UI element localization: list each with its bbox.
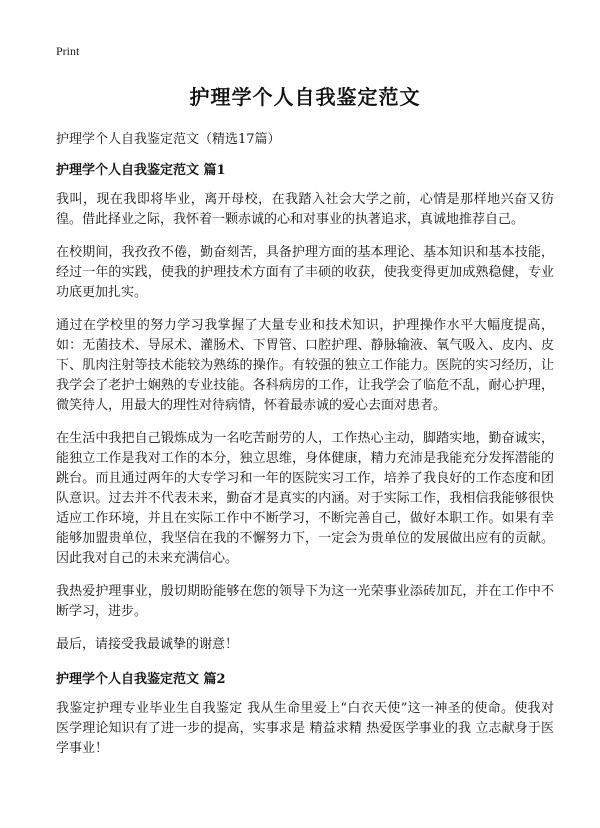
- paragraph: 在校期间，我孜孜不倦，勤奋刻苦，具备护理方面的基本理论、基本知识和基本技能，经过一年的实践，使我的护理技术方面有了丰硕的收获，使我变得更加成熟稳健，专业功底更加扎实。: [56, 245, 554, 300]
- section-heading: 护理学个人自我鉴定范文 篇2: [56, 672, 226, 687]
- section-2: [56, 668, 554, 759]
- section-1: [56, 159, 554, 655]
- paragraph: 我鉴定护理专业毕业生自我鉴定 我从生命里爱上“白衣天使”这一神圣的使命。使我对医学理论知识有了进一步的提高，实事求是 精益求精 热爱医学事业的我 立志献身于医学事业！: [56, 701, 554, 756]
- paragraph: 通过在学校里的努力学习我掌握了大量专业和技术知识，护理操作水平大幅度提高，如：无菌技术、导尿术、灌肠术、下胃管、口腔护理、静脉输液、氧气吸入、皮内、皮下、肌肉注射等技术能较为熟练的操作。有较强的独立工作能力。医院的实习经历，让我学会了老护士娴熟的专业技能。各科病房的工作，让我学会了临危不乱，耐心护理，微笑待人，用最大的理性对待病情，怀着最赤诚的爱心去面对患者。: [56, 318, 554, 413]
- page-title: 护理学个人自我鉴定范文: [189, 85, 421, 109]
- paragraph: 最后，请接受我最诚挚的谢意！: [56, 637, 239, 652]
- document-subtitle: 护理学个人自我鉴定范文（精选17篇）: [56, 132, 281, 147]
- paragraph: 我热爱护理事业，殷切期盼能够在您的领导下为这一光荣事业添砖加瓦，并在工作中不断学习，进步。: [56, 584, 554, 619]
- print-label: Print: [56, 44, 80, 58]
- paragraph: 我叫，现在我即将毕业，离开母校，在我踏入社会大学之前，心情是那样地兴奋又彷徨。借此择业之际，我怀着一颗赤诚的心和对事业的执著追求，真诚地推荐自己。: [56, 192, 554, 227]
- section-heading: 护理学个人自我鉴定范文 篇1: [56, 163, 226, 178]
- paragraph: 在生活中我把自己锻炼成为一名吃苦耐劳的人，工作热心主动，脚踏实地，勤奋诚实，能独立工作是我对工作的本分，独立思维，身体健康，精力充沛是我能充分发挥潜能的跳台。而且通过两年的大专学习和一年的医院实习工作，培养了我良好的工作态度和团队意识。过去并不代表未来，勤奋才是真实的内涵。对于实际工作，我相信我能够很快适应工作环境，并且在实际工作中不断学习，不断完善自己，做好本职工作。如果有幸能够加盟贵单位，我坚信在我的不懈努力下，一定会为贵单位的发展做出应有的贡献。因此我对自己的未来充满信心。: [56, 431, 554, 566]
